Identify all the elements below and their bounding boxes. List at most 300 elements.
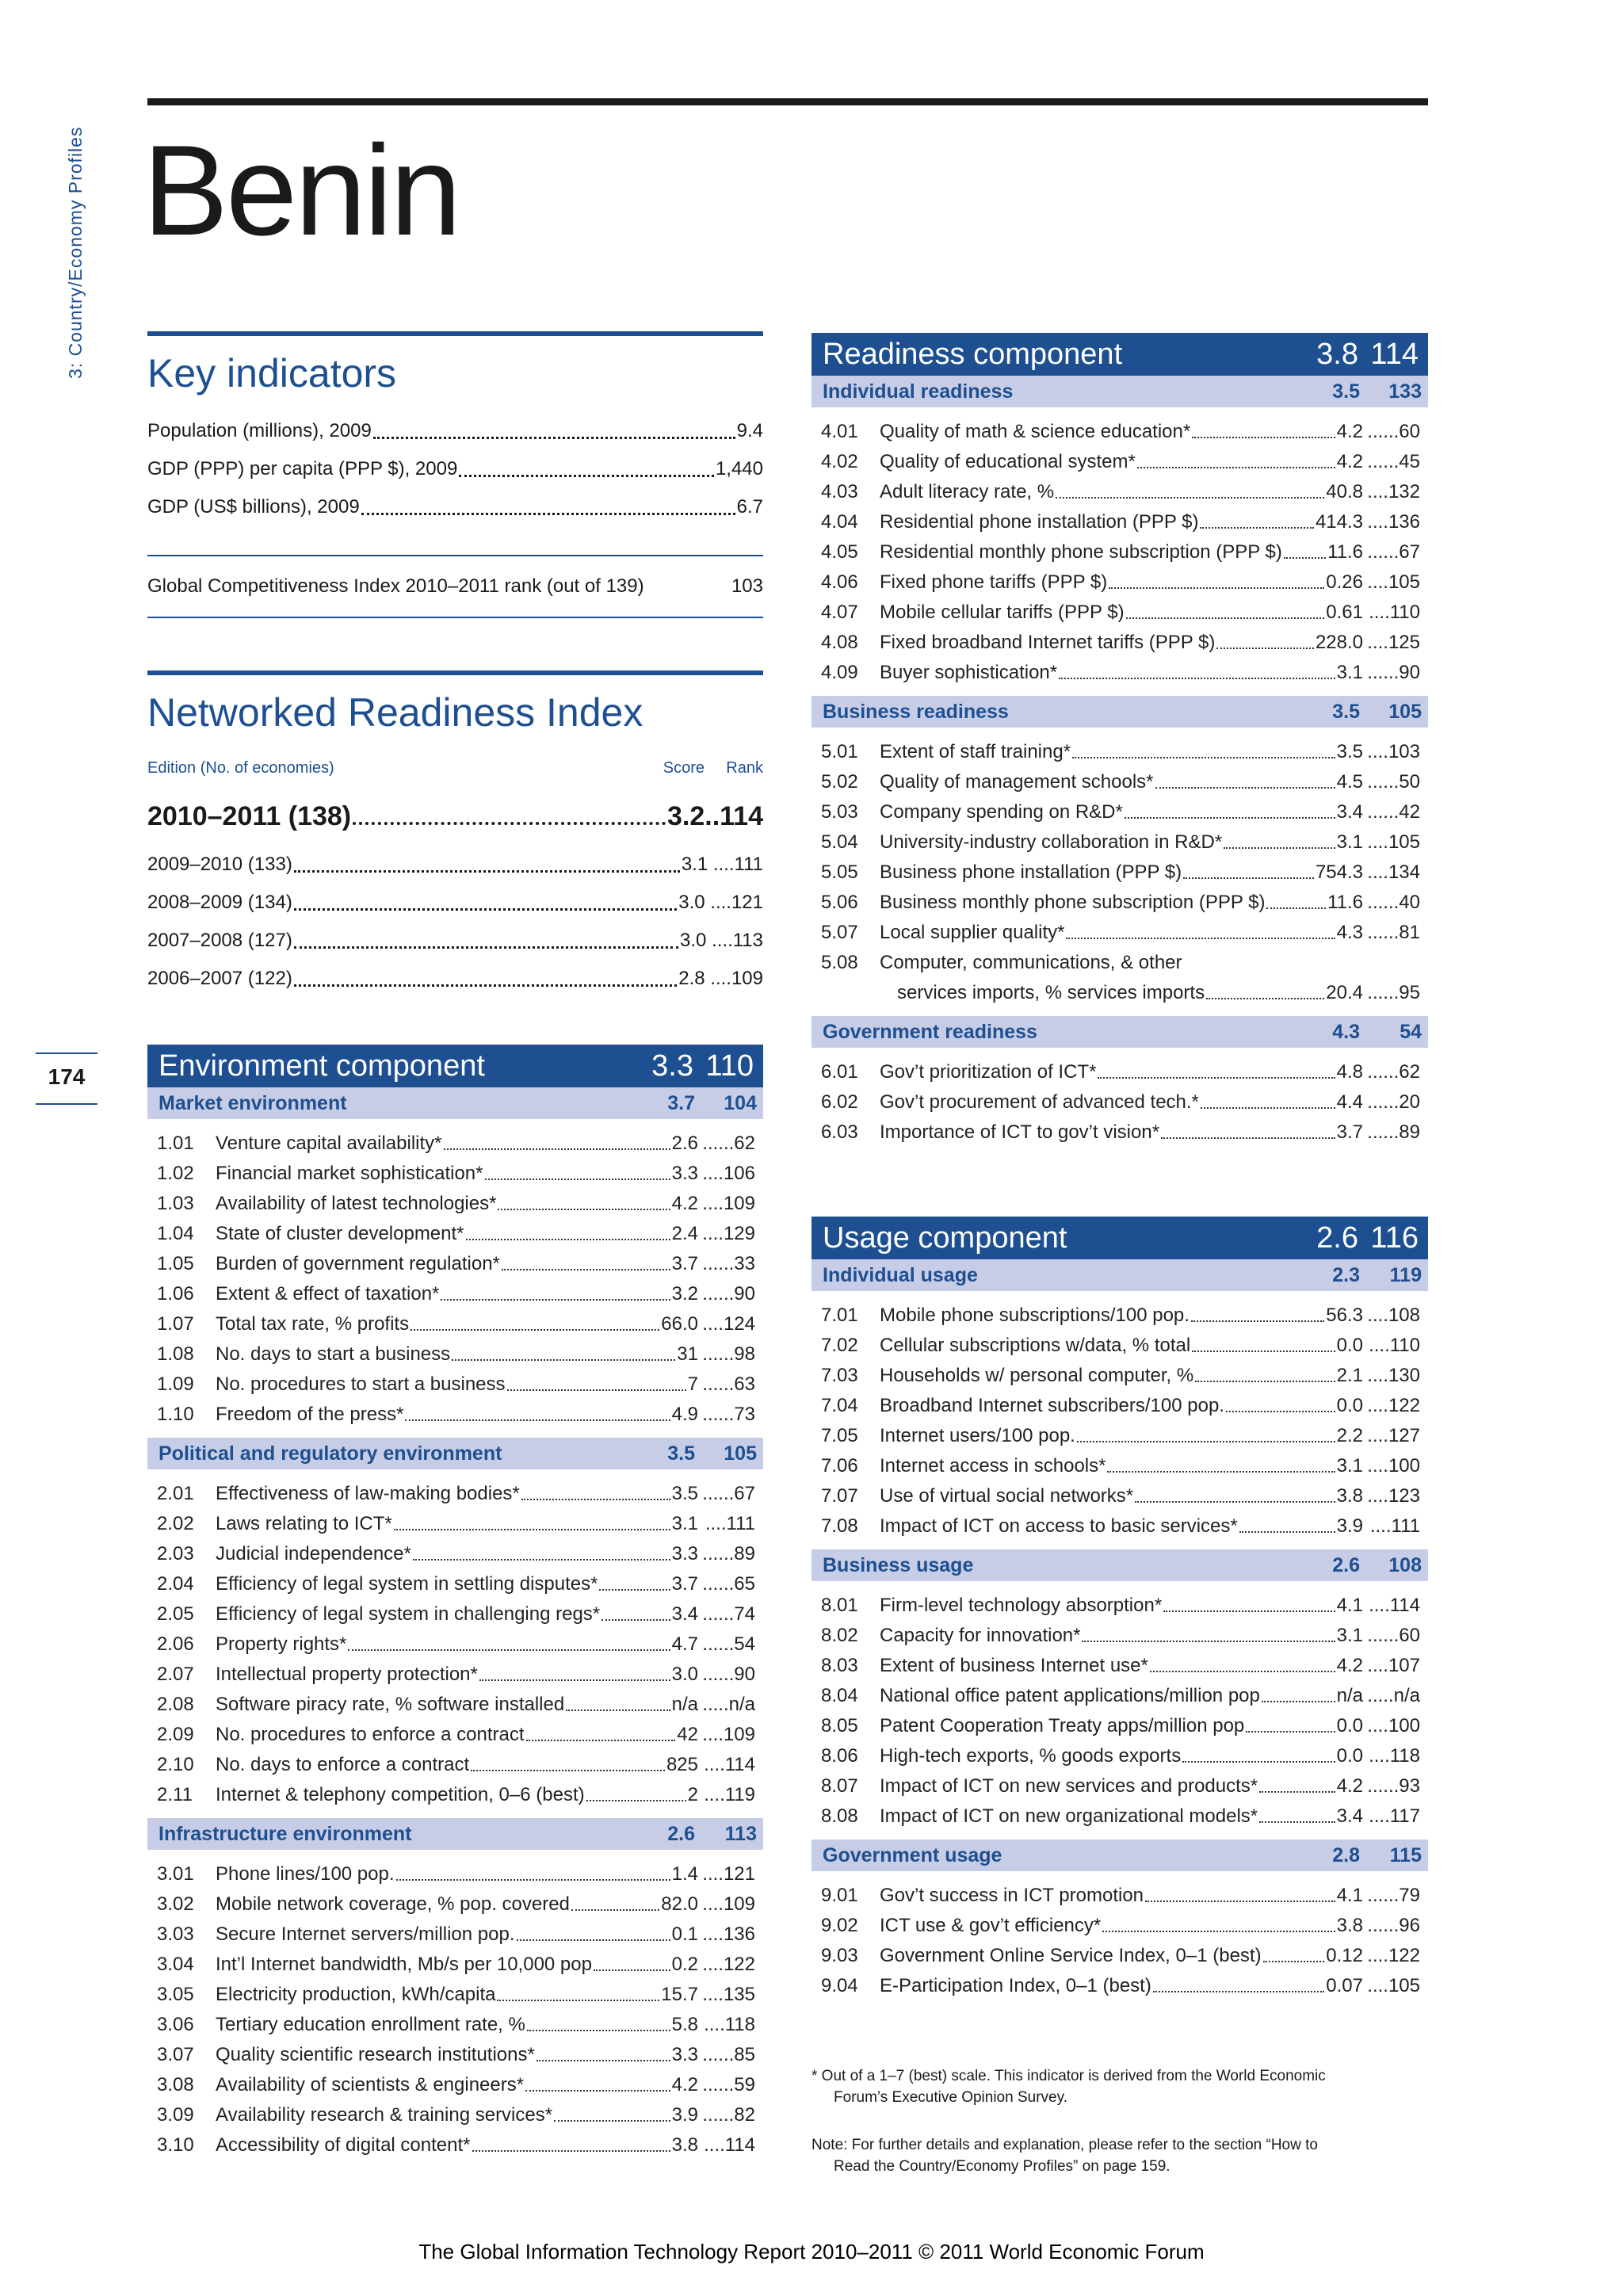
indicator-score: 4.4 bbox=[1336, 1091, 1363, 1113]
indicator-rank: ....100 bbox=[1367, 1455, 1420, 1477]
indicator-rank: ......82 bbox=[702, 2104, 755, 2126]
indicator-row bbox=[812, 1391, 1428, 1421]
indicator-rank: ......67 bbox=[702, 1483, 755, 1504]
indicator-rank: ....118 bbox=[704, 2014, 755, 2035]
indicator-label: Availability research & training services* bbox=[216, 2104, 553, 2126]
indicator-score: 3.9 bbox=[1336, 1515, 1363, 1537]
indicator-rank: ......79 bbox=[1367, 1885, 1420, 1906]
environment-component-score: 3.3 bbox=[651, 1049, 693, 1083]
nri-current-edition: 2010–2011 (138) bbox=[147, 801, 352, 831]
indicator-label: Local supplier quality* bbox=[880, 922, 1065, 943]
business-usage-rank: 108 bbox=[1388, 1553, 1422, 1576]
indicator-code: 1.01 bbox=[157, 1133, 194, 1154]
indicator-rank: ....119 bbox=[704, 1784, 755, 1805]
indicator-code: 6.02 bbox=[821, 1091, 858, 1113]
leader-dots bbox=[1262, 1681, 1335, 1702]
leader-dots bbox=[526, 1720, 676, 1741]
footnote-star bbox=[812, 2065, 1428, 2108]
indicator-code: 7.02 bbox=[821, 1335, 858, 1356]
indicator-code: 4.03 bbox=[821, 481, 858, 502]
infrastructure-environment-indicators bbox=[147, 1850, 763, 2168]
key-indicators-list bbox=[147, 412, 763, 526]
indicator-label: Extent & effect of taxation* bbox=[216, 1283, 440, 1305]
indicator-label: Mobile network coverage, % pop. covered bbox=[216, 1893, 570, 1915]
indicator-score: 4.2 bbox=[1336, 1655, 1363, 1676]
indicator-label: Quality of math & science education* bbox=[880, 421, 1191, 442]
indicator-label: Efficiency of legal system in challenging regs* bbox=[216, 1603, 601, 1625]
indicator-score: 4.8 bbox=[1336, 1061, 1363, 1083]
leader-dots bbox=[517, 1920, 670, 1941]
indicator-row bbox=[147, 1509, 763, 1539]
indicator-rank: ....106 bbox=[702, 1163, 755, 1184]
political-and-regulatory-environment-rank: 105 bbox=[724, 1442, 757, 1465]
indicator-rank: ......81 bbox=[1367, 922, 1420, 943]
indicator-row bbox=[812, 1331, 1428, 1361]
usage-component-header bbox=[812, 1217, 1428, 1259]
leader-dots bbox=[452, 1339, 675, 1361]
indicator-code: 1.10 bbox=[157, 1404, 194, 1425]
indicator-score: n/a bbox=[671, 1694, 698, 1715]
indicator-rank: ......60 bbox=[1367, 1625, 1420, 1646]
indicator-row bbox=[812, 1801, 1428, 1832]
indicator-code: 3.01 bbox=[157, 1863, 194, 1885]
indicator-code: 4.01 bbox=[821, 421, 858, 442]
indicator-label: No. procedures to enforce a contract bbox=[216, 1724, 525, 1745]
leader-dots bbox=[441, 1279, 670, 1301]
government-usage-rank: 115 bbox=[1389, 1843, 1422, 1866]
indicator-row bbox=[812, 507, 1428, 537]
indicator-code: 2.07 bbox=[157, 1664, 194, 1685]
indicator-label: Impact of ICT on new organizational models* bbox=[880, 1805, 1258, 1827]
indicator-row bbox=[147, 1720, 763, 1750]
indicator-score: 0.0 bbox=[1336, 1715, 1363, 1736]
indicator-label: Capacity for innovation* bbox=[880, 1625, 1081, 1646]
leader-dots bbox=[1153, 1971, 1324, 1992]
indicator-code: 8.07 bbox=[821, 1775, 858, 1797]
indicator-code: 2.03 bbox=[157, 1543, 194, 1564]
key-indicators-title: Key indicators bbox=[147, 351, 397, 395]
leader-dots bbox=[394, 1509, 670, 1530]
indicator-rank: ......42 bbox=[1367, 801, 1420, 823]
indicator-code: 4.05 bbox=[821, 541, 858, 563]
indicator-score: 3.8 bbox=[671, 2134, 698, 2156]
indicator-code: 7.07 bbox=[821, 1485, 858, 1507]
leader-dots bbox=[1161, 1117, 1335, 1139]
indicator-row bbox=[147, 1920, 763, 1950]
indicator-row bbox=[812, 1087, 1428, 1117]
leader-dots bbox=[348, 1629, 670, 1651]
indicator-score: 11.6 bbox=[1327, 892, 1363, 913]
nri-history-list bbox=[147, 846, 763, 998]
indicator-label: Freedom of the press* bbox=[216, 1404, 404, 1425]
indicator-row bbox=[147, 1189, 763, 1219]
indicator-rank: ......63 bbox=[702, 1373, 755, 1395]
indicator-label: Internet & telephony competition, 0–6 (best) bbox=[216, 1784, 585, 1805]
usage-component-rank: 116 bbox=[1370, 1221, 1419, 1255]
indicator-score: 2 bbox=[687, 1784, 698, 1805]
indicator-rank: ....108 bbox=[1367, 1305, 1420, 1326]
indicator-code: 3.06 bbox=[157, 2014, 194, 2035]
indicator-row bbox=[812, 1651, 1428, 1681]
indicator-label: National office patent applications/million pop bbox=[880, 1685, 1260, 1706]
indicator-row bbox=[147, 1780, 763, 1810]
indicator-label: Efficiency of legal system in settling disputes* bbox=[216, 1573, 598, 1595]
leader-dots bbox=[1135, 1481, 1335, 1503]
indicator-code: 5.02 bbox=[821, 771, 858, 793]
indicator-label: Software piracy rate, % software installed bbox=[216, 1694, 565, 1715]
indicator-score: 4.1 bbox=[1336, 1885, 1363, 1906]
usage-component-name: Usage component bbox=[823, 1221, 1067, 1255]
nri-history-edition: 2009–2010 (133) bbox=[147, 854, 292, 875]
indicator-rank: ....109 bbox=[702, 1193, 755, 1214]
indicator-label: Households w/ personal computer, % bbox=[880, 1365, 1194, 1386]
business-readiness-name: Business readiness bbox=[823, 700, 1009, 723]
indicator-score: 3.0 bbox=[671, 1664, 698, 1685]
indicator-rank: ....122 bbox=[1367, 1945, 1420, 1966]
indicator-score: 82.0 bbox=[661, 1893, 698, 1915]
indicator-score: 4.2 bbox=[671, 1193, 698, 1214]
indicator-score: 4.2 bbox=[1336, 451, 1363, 472]
indicator-code: 4.02 bbox=[821, 451, 858, 472]
leader-dots bbox=[1266, 888, 1326, 909]
indicator-rank: ....103 bbox=[1367, 741, 1420, 762]
indicator-code: 2.02 bbox=[157, 1513, 194, 1534]
indicator-row bbox=[147, 1599, 763, 1629]
indicator-row bbox=[147, 1660, 763, 1690]
indicator-row bbox=[147, 1629, 763, 1660]
business-readiness-score: 3.5 bbox=[1332, 700, 1360, 723]
indicator-row bbox=[147, 1479, 763, 1509]
indicator-code: 7.04 bbox=[821, 1395, 858, 1416]
leader-dots bbox=[1126, 598, 1325, 619]
nri-current-row bbox=[147, 795, 763, 838]
indicator-code: 9.02 bbox=[821, 1915, 858, 1936]
leader-dots bbox=[1150, 1651, 1335, 1672]
leader-dots bbox=[502, 1249, 670, 1270]
indicator-label: Fixed broadband Internet tariffs (PPP $) bbox=[880, 632, 1216, 653]
indicator-code-spacer bbox=[821, 978, 880, 1008]
individual-readiness-header bbox=[812, 376, 1428, 407]
indicator-label: Patent Cooperation Treaty apps/million pop bbox=[880, 1715, 1245, 1736]
indicator-code: 8.06 bbox=[821, 1745, 858, 1767]
indicator-row bbox=[812, 1621, 1428, 1651]
indicator-label: Venture capital availability* bbox=[216, 1133, 442, 1154]
indicator-rank: ....136 bbox=[1367, 511, 1420, 533]
indicator-code: 1.06 bbox=[157, 1283, 194, 1305]
nri-history-value: 3.0 ....113 bbox=[680, 930, 763, 951]
indicator-score: 3.8 bbox=[1336, 1915, 1363, 1936]
indicator-score: 3.7 bbox=[671, 1253, 698, 1274]
page-number-rule-bottom bbox=[36, 1103, 97, 1105]
business-readiness-indicators bbox=[812, 728, 1428, 1016]
political-and-regulatory-environment-header bbox=[147, 1438, 763, 1469]
nri-history-row bbox=[147, 846, 763, 884]
indicator-label: Intellectual property protection* bbox=[216, 1664, 478, 1685]
nri-history-row bbox=[147, 960, 763, 998]
indicator-label: Impact of ICT on access to basic services* bbox=[880, 1515, 1238, 1537]
indicator-rank: ....114 bbox=[1369, 1595, 1420, 1616]
indicator-row bbox=[812, 628, 1428, 658]
indicator-score: 3.3 bbox=[671, 1543, 698, 1564]
individual-readiness-name: Individual readiness bbox=[823, 380, 1014, 403]
indicator-row bbox=[812, 737, 1428, 767]
leader-dots bbox=[566, 1690, 670, 1711]
indicator-code: 4.08 bbox=[821, 632, 858, 653]
government-usage-name: Government usage bbox=[823, 1843, 1002, 1866]
indicator-code: 3.09 bbox=[157, 2104, 194, 2126]
leader-dots bbox=[1263, 1941, 1325, 1962]
key-indicators-rule bbox=[147, 331, 763, 336]
indicator-score: 3.7 bbox=[671, 1573, 698, 1595]
key-indicators-section bbox=[147, 331, 763, 618]
market-environment-score: 3.7 bbox=[667, 1091, 695, 1114]
indicator-code: 5.05 bbox=[821, 861, 858, 883]
indicator-rank: ....100 bbox=[1367, 1715, 1420, 1736]
key-indicator-value: 1,440 bbox=[715, 458, 763, 479]
indicator-label: Fixed phone tariffs (PPP $) bbox=[880, 571, 1108, 593]
leader-dots bbox=[1072, 737, 1335, 758]
indicator-row bbox=[147, 1159, 763, 1189]
indicator-rank: ......98 bbox=[702, 1343, 755, 1365]
indicator-code: 4.04 bbox=[821, 511, 858, 533]
indicator-label: Int’l Internet bandwidth, Mb/s per 10,000 pop bbox=[216, 1954, 592, 1975]
indicator-score: 4.5 bbox=[1336, 771, 1363, 793]
indicator-score: 3.1 bbox=[671, 1513, 698, 1534]
indicator-label: services imports, % services imports bbox=[897, 982, 1205, 1003]
indicator-code: 8.08 bbox=[821, 1805, 858, 1827]
leader-dots bbox=[1192, 417, 1335, 438]
indicator-row bbox=[147, 2010, 763, 2040]
individual-usage-score: 2.3 bbox=[1332, 1263, 1360, 1286]
indicator-score: 0.07 bbox=[1326, 1975, 1363, 1996]
indicator-score: 3.4 bbox=[1336, 801, 1363, 823]
indicator-label: Quality of management schools* bbox=[880, 771, 1154, 793]
leader-dots bbox=[1284, 537, 1326, 559]
indicator-score: 2.2 bbox=[1336, 1425, 1363, 1446]
section-label-text: 3: Country/Economy Profiles bbox=[65, 126, 86, 379]
indicator-score: 754.3 bbox=[1315, 861, 1363, 883]
business-usage-name: Business usage bbox=[823, 1553, 974, 1576]
individual-usage-indicators bbox=[812, 1291, 1428, 1549]
indicator-row-wrapped-line2 bbox=[812, 978, 1428, 1008]
indicator-label: Property rights* bbox=[216, 1633, 347, 1655]
indicator-row bbox=[147, 1950, 763, 1980]
indicator-label: Adult literacy rate, % bbox=[880, 481, 1055, 502]
indicator-rank: ....111 bbox=[1369, 1515, 1420, 1537]
individual-readiness-score: 3.5 bbox=[1332, 380, 1360, 403]
indicator-code: 5.03 bbox=[821, 801, 858, 823]
leader-dots bbox=[294, 846, 680, 873]
indicator-code: 8.05 bbox=[821, 1715, 858, 1736]
indicator-rank: ......33 bbox=[702, 1253, 755, 1274]
indicator-label: Impact of ICT on new services and products* bbox=[880, 1775, 1258, 1797]
indicator-label: Residential phone installation (PPP $) bbox=[880, 511, 1199, 533]
leader-dots bbox=[1077, 1421, 1335, 1442]
indicator-score: 0.0 bbox=[1336, 1745, 1363, 1767]
indicator-row bbox=[812, 767, 1428, 797]
indicator-code: 1.08 bbox=[157, 1343, 194, 1365]
footnote-note bbox=[812, 2134, 1428, 2177]
key-indicator-value: 9.4 bbox=[736, 420, 763, 441]
indicator-label: No. procedures to start a business bbox=[216, 1373, 506, 1395]
government-readiness-indicators bbox=[812, 1048, 1428, 1156]
indicator-code: 3.07 bbox=[157, 2044, 194, 2065]
indicator-score: 3.4 bbox=[671, 1603, 698, 1625]
nri-current-value: 3.2..114 bbox=[666, 801, 763, 831]
environment-component-name: Environment component bbox=[158, 1049, 485, 1083]
indicator-row bbox=[812, 1451, 1428, 1481]
indicator-rank: ......93 bbox=[1367, 1775, 1420, 1797]
indicator-code: 7.08 bbox=[821, 1515, 858, 1537]
nri-history-value: 2.8 ....109 bbox=[678, 968, 763, 989]
indicator-row bbox=[812, 1361, 1428, 1391]
nri-history-row bbox=[147, 922, 763, 960]
indicator-label: Gov’t success in ICT promotion bbox=[880, 1885, 1144, 1906]
readiness-component-score: 3.8 bbox=[1316, 337, 1358, 371]
indicator-label: Use of virtual social networks* bbox=[880, 1485, 1134, 1507]
leader-dots bbox=[537, 2040, 670, 2061]
indicator-rank: ......54 bbox=[702, 1633, 755, 1655]
indicator-score: 20.4 bbox=[1326, 982, 1363, 1003]
leader-dots bbox=[1066, 918, 1335, 939]
indicator-score: 0.26 bbox=[1326, 571, 1363, 593]
leader-dots bbox=[1145, 1881, 1335, 1902]
indicator-row bbox=[147, 1129, 763, 1159]
indicator-label: Gov’t prioritization of ICT* bbox=[880, 1061, 1097, 1083]
indicator-row bbox=[812, 1591, 1428, 1621]
indicator-score: 3.4 bbox=[1336, 1805, 1363, 1827]
key-indicator-label: Population (millions), 2009 bbox=[147, 420, 372, 441]
indicator-label: Business monthly phone subscription (PPP $) bbox=[880, 892, 1266, 913]
indicator-rank: ......74 bbox=[702, 1603, 755, 1625]
gci-label: Global Competitiveness Index 2010–2011 rank (out of 139) bbox=[147, 575, 644, 597]
indicator-score: 5.8 bbox=[671, 2014, 698, 2035]
indicator-rank: ....111 bbox=[705, 1513, 755, 1534]
leader-dots bbox=[459, 450, 714, 477]
page-footer: The Global Information Technology Report 2010–2011 © 2011 World Economic Forum bbox=[418, 2240, 1205, 2264]
indicator-row bbox=[147, 1539, 763, 1569]
indicator-label: Tertiary education enrollment rate, % bbox=[216, 2014, 525, 2035]
infrastructure-environment-header bbox=[147, 1818, 763, 1850]
indicator-score: 3.3 bbox=[671, 2044, 698, 2065]
leader-dots bbox=[1059, 658, 1335, 679]
indicator-code: 7.06 bbox=[821, 1455, 858, 1477]
leader-dots bbox=[1102, 1911, 1335, 1932]
indicator-row bbox=[812, 858, 1428, 888]
leader-dots bbox=[601, 1599, 670, 1621]
indicator-code: 8.01 bbox=[821, 1595, 858, 1616]
indicator-rank: ......90 bbox=[1367, 662, 1420, 683]
indicator-code: 8.04 bbox=[821, 1685, 858, 1706]
indicator-label: Laws relating to ICT* bbox=[216, 1513, 392, 1534]
indicator-rank: ......73 bbox=[702, 1404, 755, 1425]
indicator-score: 1.4 bbox=[671, 1863, 698, 1885]
indicator-rank: ....121 bbox=[702, 1863, 755, 1885]
indicator-score: 3.2 bbox=[671, 1283, 698, 1305]
indicator-label: Mobile phone subscriptions/100 pop. bbox=[880, 1305, 1190, 1326]
indicator-row bbox=[147, 1690, 763, 1720]
leader-dots bbox=[1200, 507, 1313, 529]
indicator-score: 0.0 bbox=[1336, 1395, 1363, 1416]
indicator-code: 7.01 bbox=[821, 1305, 858, 1326]
indicator-label: Financial market sophistication* bbox=[216, 1163, 483, 1184]
indicator-label: No. days to enforce a contract bbox=[216, 1754, 470, 1775]
indicator-row bbox=[147, 1219, 763, 1249]
leader-dots bbox=[466, 1219, 670, 1240]
government-readiness-score: 4.3 bbox=[1332, 1020, 1360, 1043]
indicator-rank: ....105 bbox=[1367, 571, 1420, 593]
government-usage-indicators bbox=[812, 1871, 1428, 2009]
indicator-row bbox=[812, 1421, 1428, 1451]
country-title: Benin bbox=[143, 119, 460, 262]
indicator-score: 11.6 bbox=[1327, 541, 1363, 563]
indicator-row bbox=[812, 477, 1428, 507]
market-environment-rank: 104 bbox=[724, 1091, 757, 1114]
indicator-row bbox=[812, 797, 1428, 827]
leader-dots bbox=[1239, 1511, 1335, 1533]
government-readiness-name: Government readiness bbox=[823, 1020, 1037, 1043]
indicator-rank: ....109 bbox=[702, 1893, 755, 1915]
usage-component bbox=[812, 1217, 1428, 2009]
leader-dots bbox=[497, 1980, 659, 2001]
indicator-code: 9.03 bbox=[821, 1945, 858, 1966]
leader-dots bbox=[472, 2130, 670, 2152]
indicator-row bbox=[147, 2040, 763, 2070]
leader-dots bbox=[294, 884, 677, 911]
indicator-label: Internet users/100 pop. bbox=[880, 1425, 1075, 1446]
nri-section bbox=[147, 670, 763, 998]
usage-component-score: 2.6 bbox=[1316, 1221, 1358, 1255]
indicator-row bbox=[147, 2130, 763, 2160]
key-indicator-label: GDP (PPP) per capita (PPP $), 2009 bbox=[147, 458, 458, 479]
leader-dots bbox=[594, 1950, 670, 1971]
leader-dots bbox=[525, 2070, 670, 2092]
indicator-rank: ......65 bbox=[702, 1573, 755, 1595]
indicator-row bbox=[812, 658, 1428, 688]
indicator-score: 3.1 bbox=[1336, 1625, 1363, 1646]
infrastructure-environment-score: 2.6 bbox=[667, 1822, 695, 1845]
indicator-code: 4.07 bbox=[821, 602, 858, 623]
indicator-score: 0.0 bbox=[1336, 1335, 1363, 1356]
indicator-row bbox=[812, 1057, 1428, 1087]
indicator-label: Internet access in schools* bbox=[880, 1455, 1106, 1477]
indicator-rank: ....129 bbox=[702, 1223, 755, 1244]
leader-dots bbox=[1259, 1771, 1335, 1793]
indicator-rank: ......89 bbox=[702, 1543, 755, 1564]
indicator-row bbox=[812, 1301, 1428, 1331]
indicator-row bbox=[812, 1771, 1428, 1801]
indicator-rank: ....118 bbox=[1369, 1745, 1420, 1767]
leader-dots bbox=[1082, 1621, 1335, 1642]
indicator-label: Quality of educational system* bbox=[880, 451, 1136, 472]
indicator-rank: .....n/a bbox=[702, 1694, 755, 1715]
indicator-row bbox=[812, 1941, 1428, 1971]
indicator-score: 825 bbox=[666, 1754, 698, 1775]
footnote-star-line1: * Out of a 1–7 (best) scale. This indicator is derived from the World Economic bbox=[812, 2068, 1326, 2084]
leader-dots bbox=[1259, 1801, 1335, 1823]
key-indicator-row bbox=[147, 450, 763, 488]
indicator-score: 0.61 bbox=[1326, 602, 1363, 623]
indicator-score: 3.8 bbox=[1336, 1485, 1363, 1507]
indicator-row bbox=[147, 1339, 763, 1370]
indicator-code: 3.08 bbox=[157, 2074, 194, 2095]
indicator-row bbox=[812, 1911, 1428, 1941]
indicator-rank: ....124 bbox=[702, 1313, 755, 1335]
indicator-code: 2.08 bbox=[157, 1694, 194, 1715]
indicator-score: 31 bbox=[677, 1343, 698, 1365]
page-number-rule-top bbox=[36, 1052, 97, 1054]
indicator-rank: ....122 bbox=[1367, 1395, 1420, 1416]
